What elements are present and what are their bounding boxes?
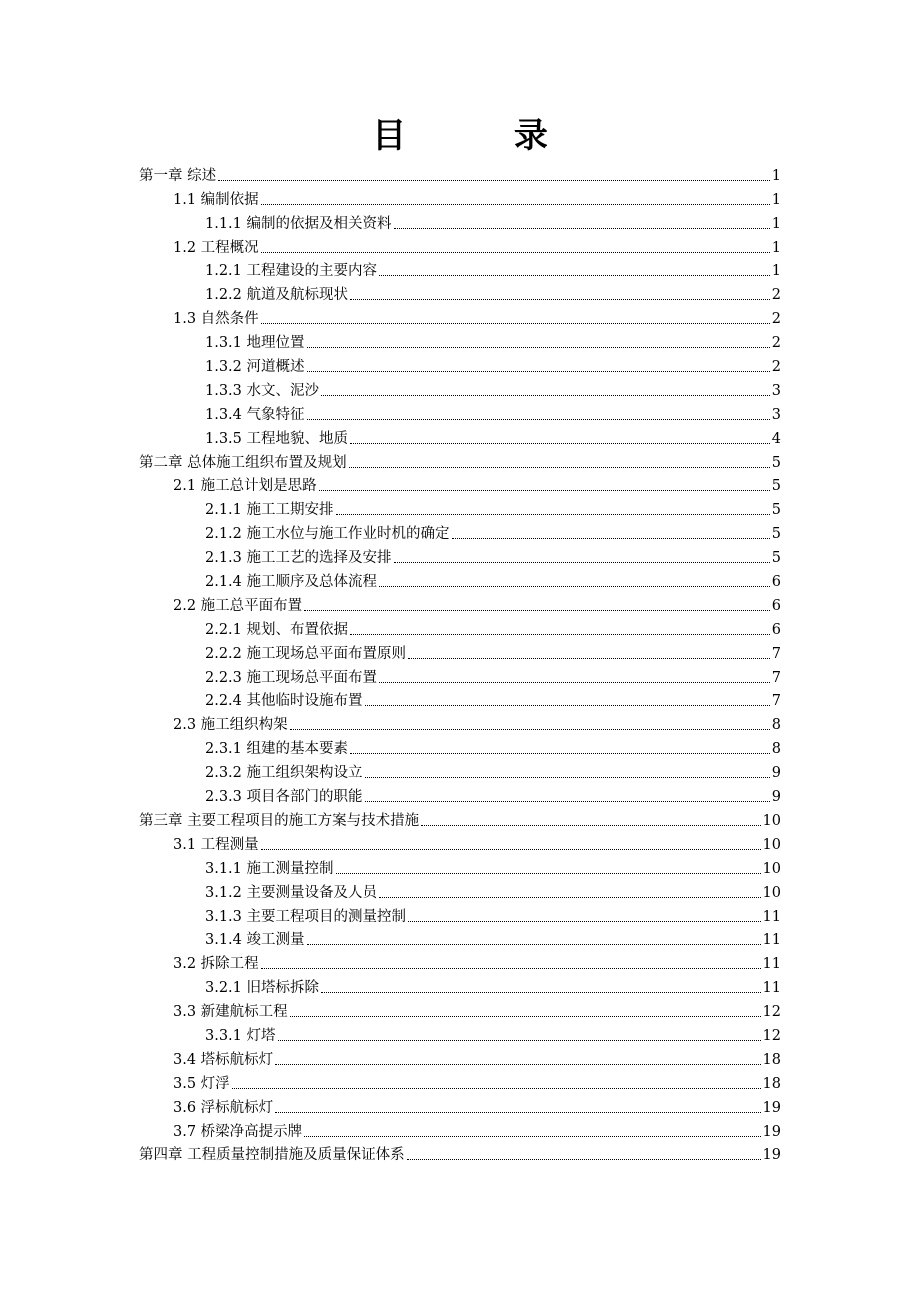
toc-leader-dots [307, 347, 770, 348]
toc-entry-page: 5 [771, 502, 781, 519]
toc-entry-label: 3.1.3 主要工程项目的测量控制 [205, 908, 407, 925]
toc-leader-dots [394, 562, 770, 563]
toc-entry-page: 1 [771, 191, 781, 208]
toc-leader-dots [452, 538, 770, 539]
toc-entry-label: 3.2.1 旧塔标拆除 [205, 980, 320, 997]
toc-entry[interactable] [139, 997, 781, 1021]
toc-entry-label: 2.2.4 其他临时设施布置 [205, 693, 363, 710]
toc-entry-page: 6 [771, 621, 781, 638]
toc-entry[interactable] [139, 304, 781, 328]
toc-entry-label: 1.1 编制依据 [173, 191, 259, 208]
toc-entry[interactable] [139, 1117, 781, 1141]
toc-entry[interactable] [139, 328, 781, 352]
toc-leader-dots [218, 180, 770, 181]
toc-entry-page: 19 [762, 1123, 781, 1140]
toc-entry-label: 第一章 综述 [139, 167, 217, 184]
toc-entry-label: 3.7 桥梁净高提示牌 [173, 1123, 303, 1140]
toc-leader-dots [350, 299, 770, 300]
toc-leader-dots [394, 228, 770, 229]
toc-entry-label: 1.3.4 气象特征 [205, 406, 305, 423]
toc-entry-label: 1.1.1 编制的依据及相关资料 [205, 215, 392, 232]
toc-entry-page: 10 [762, 812, 781, 829]
toc-entry[interactable] [139, 233, 781, 257]
toc-entry[interactable] [139, 758, 781, 782]
toc-entry-page: 11 [762, 908, 781, 925]
toc-entry-page: 1 [771, 167, 781, 184]
toc-entry[interactable] [139, 472, 781, 496]
toc-entry[interactable] [139, 1021, 781, 1045]
toc-entry[interactable] [139, 615, 781, 639]
toc-entry-page: 3 [771, 406, 781, 423]
toc-entry-label: 3.2 拆除工程 [173, 956, 259, 973]
toc-entry-page: 8 [771, 741, 781, 758]
toc-entry-page: 2 [771, 359, 781, 376]
toc-entry[interactable] [139, 280, 781, 304]
toc-entry-label: 2.1.1 施工工期安排 [205, 502, 334, 519]
toc-leader-dots [278, 1040, 761, 1041]
toc-entry-page: 19 [762, 1099, 781, 1116]
toc-entry[interactable] [139, 663, 781, 687]
toc-entry-page: 8 [771, 717, 781, 734]
toc-entry[interactable] [139, 495, 781, 519]
toc-entry[interactable] [139, 257, 781, 281]
toc-entry-label: 1.3.2 河道概述 [205, 359, 305, 376]
toc-entry[interactable] [139, 734, 781, 758]
toc-entry-page: 5 [771, 550, 781, 567]
toc-entry-page: 11 [762, 980, 781, 997]
toc-entry[interactable] [139, 1141, 781, 1165]
toc-entry[interactable] [139, 448, 781, 472]
toc-entry-label: 第三章 主要工程项目的施工方案与技术措施 [139, 812, 420, 829]
toc-leader-dots [275, 1112, 760, 1113]
toc-leader-dots [319, 490, 770, 491]
toc-entry[interactable] [139, 400, 781, 424]
toc-entry-label: 2.1.4 施工顺序及总体流程 [205, 574, 378, 591]
toc-entry-label: 2.1 施工总计划是思路 [173, 478, 317, 495]
toc-entry-page: 7 [771, 645, 781, 662]
toc-entry[interactable] [139, 902, 781, 926]
toc-entry-page: 2 [771, 335, 781, 352]
toc-leader-dots [307, 371, 770, 372]
toc-entry-label: 3.3.1 灯塔 [205, 1027, 276, 1044]
toc-leader-dots [290, 729, 770, 730]
toc-leader-dots [407, 1159, 761, 1160]
toc-leader-dots [421, 825, 760, 826]
toc-leader-dots [365, 777, 770, 778]
toc-entry-page: 18 [762, 1051, 781, 1068]
toc-entry-label: 3.4 塔标航标灯 [173, 1051, 274, 1068]
toc-entry-label: 1.3.1 地理位置 [205, 335, 305, 352]
toc-entry[interactable] [139, 352, 781, 376]
toc-entry[interactable] [139, 543, 781, 567]
toc-entry-label: 2.2.1 规划、布置依据 [205, 621, 349, 638]
table-of-contents [139, 161, 781, 1164]
toc-leader-dots [379, 682, 770, 683]
toc-entry[interactable] [139, 878, 781, 902]
toc-entry-page: 2 [771, 311, 781, 328]
toc-leader-dots [408, 658, 770, 659]
page-title: 目 录 [372, 116, 596, 156]
toc-entry-label: 1.2 工程概况 [173, 239, 259, 256]
toc-leader-dots [336, 514, 770, 515]
toc-leader-dots [261, 323, 770, 324]
toc-entry-label: 3.1.4 竣工测量 [205, 932, 305, 949]
toc-entry-page: 11 [762, 932, 781, 949]
toc-entry-page: 6 [771, 574, 781, 591]
toc-entry-page: 7 [771, 693, 781, 710]
toc-entry[interactable] [139, 185, 781, 209]
toc-entry[interactable] [139, 806, 781, 830]
toc-entry-label: 1.3.3 水文、泥沙 [205, 382, 320, 399]
toc-leader-dots [290, 1016, 761, 1017]
toc-leader-dots [349, 467, 770, 468]
toc-entry-page: 18 [762, 1075, 781, 1092]
toc-entry-page: 7 [771, 669, 781, 686]
toc-entry-page: 12 [762, 1027, 781, 1044]
toc-entry-label: 1.3.5 工程地貌、地质 [205, 430, 349, 447]
toc-entry-label: 第四章 工程质量控制措施及质量保证体系 [139, 1147, 405, 1164]
toc-entry-page: 4 [771, 430, 781, 447]
toc-leader-dots [336, 873, 761, 874]
toc-entry-page: 6 [771, 597, 781, 614]
toc-entry[interactable] [139, 949, 781, 973]
toc-entry-label: 2.2.2 施工现场总平面布置原则 [205, 645, 407, 662]
toc-leader-dots [304, 1136, 760, 1137]
toc-entry-page: 10 [762, 860, 781, 877]
toc-entry[interactable] [139, 376, 781, 400]
toc-entry-label: 3.1.2 主要测量设备及人员 [205, 884, 378, 901]
toc-leader-dots [321, 992, 761, 993]
toc-entry-label: 3.5 灯浮 [173, 1075, 230, 1092]
toc-entry-label: 2.3 施工组织构架 [173, 717, 288, 734]
toc-entry-label: 1.3 自然条件 [173, 311, 259, 328]
toc-entry-label: 3.1 工程测量 [173, 836, 259, 853]
toc-entry-page: 3 [771, 382, 781, 399]
toc-leader-dots [379, 586, 770, 587]
toc-entry-label: 1.2.1 工程建设的主要内容 [205, 263, 378, 280]
toc-leader-dots [365, 705, 770, 706]
toc-leader-dots [275, 1064, 760, 1065]
toc-entry-label: 3.1.1 施工测量控制 [205, 860, 334, 877]
toc-entry-page: 1 [771, 239, 781, 256]
toc-entry[interactable] [139, 639, 781, 663]
toc-entry[interactable] [139, 1045, 781, 1069]
toc-entry[interactable] [139, 424, 781, 448]
toc-entry[interactable] [139, 710, 781, 734]
toc-entry-page: 1 [771, 215, 781, 232]
toc-entry-page: 11 [762, 956, 781, 973]
toc-entry-label: 2.2 施工总平面布置 [173, 597, 303, 614]
toc-entry-label: 3.3 新建航标工程 [173, 1004, 288, 1021]
toc-leader-dots [350, 443, 770, 444]
toc-entry[interactable] [139, 519, 781, 543]
toc-leader-dots [261, 849, 761, 850]
toc-entry-page: 10 [762, 884, 781, 901]
toc-entry-page: 9 [771, 789, 781, 806]
toc-leader-dots [365, 801, 770, 802]
toc-entry[interactable] [139, 591, 781, 615]
toc-entry-label: 2.3.1 组建的基本要素 [205, 741, 349, 758]
toc-leader-dots [379, 897, 761, 898]
toc-entry[interactable] [139, 687, 781, 711]
toc-entry-label: 3.6 浮标航标灯 [173, 1099, 274, 1116]
toc-leader-dots [307, 944, 761, 945]
toc-leader-dots [321, 395, 770, 396]
toc-entry-page: 5 [771, 478, 781, 495]
toc-entry-label: 1.2.2 航道及航标现状 [205, 287, 349, 304]
toc-entry-page: 10 [762, 836, 781, 853]
toc-entry-label: 2.3.3 项目各部门的职能 [205, 789, 363, 806]
toc-entry-page: 9 [771, 765, 781, 782]
toc-leader-dots [408, 921, 761, 922]
toc-entry-page: 12 [762, 1004, 781, 1021]
toc-leader-dots [304, 610, 770, 611]
toc-entry-page: 19 [762, 1147, 781, 1164]
toc-entry[interactable] [139, 782, 781, 806]
toc-leader-dots [232, 1088, 761, 1089]
toc-entry-page: 2 [771, 287, 781, 304]
toc-leader-dots [350, 753, 770, 754]
toc-entry-label: 2.1.2 施工水位与施工作业时机的确定 [205, 526, 450, 543]
toc-leader-dots [350, 634, 770, 635]
toc-leader-dots [307, 419, 770, 420]
toc-entry[interactable] [139, 830, 781, 854]
toc-entry[interactable] [139, 161, 781, 185]
toc-leader-dots [379, 275, 770, 276]
toc-entry[interactable] [139, 567, 781, 591]
toc-entry[interactable] [139, 209, 781, 233]
toc-entry[interactable] [139, 854, 781, 878]
toc-entry-page: 1 [771, 263, 781, 280]
toc-entry[interactable] [139, 973, 781, 997]
toc-entry-page: 5 [771, 526, 781, 543]
toc-entry[interactable] [139, 1093, 781, 1117]
toc-leader-dots [261, 968, 761, 969]
toc-leader-dots [261, 204, 770, 205]
toc-entry-label: 2.1.3 施工工艺的选择及安排 [205, 550, 392, 567]
toc-entry-label: 第二章 总体施工组织布置及规划 [139, 454, 347, 471]
toc-entry[interactable] [139, 1069, 781, 1093]
toc-leader-dots [261, 252, 770, 253]
toc-entry-page: 5 [771, 454, 781, 471]
toc-entry-label: 2.3.2 施工组织架构设立 [205, 765, 363, 782]
toc-entry[interactable] [139, 926, 781, 950]
toc-entry-label: 2.2.3 施工现场总平面布置 [205, 669, 378, 686]
